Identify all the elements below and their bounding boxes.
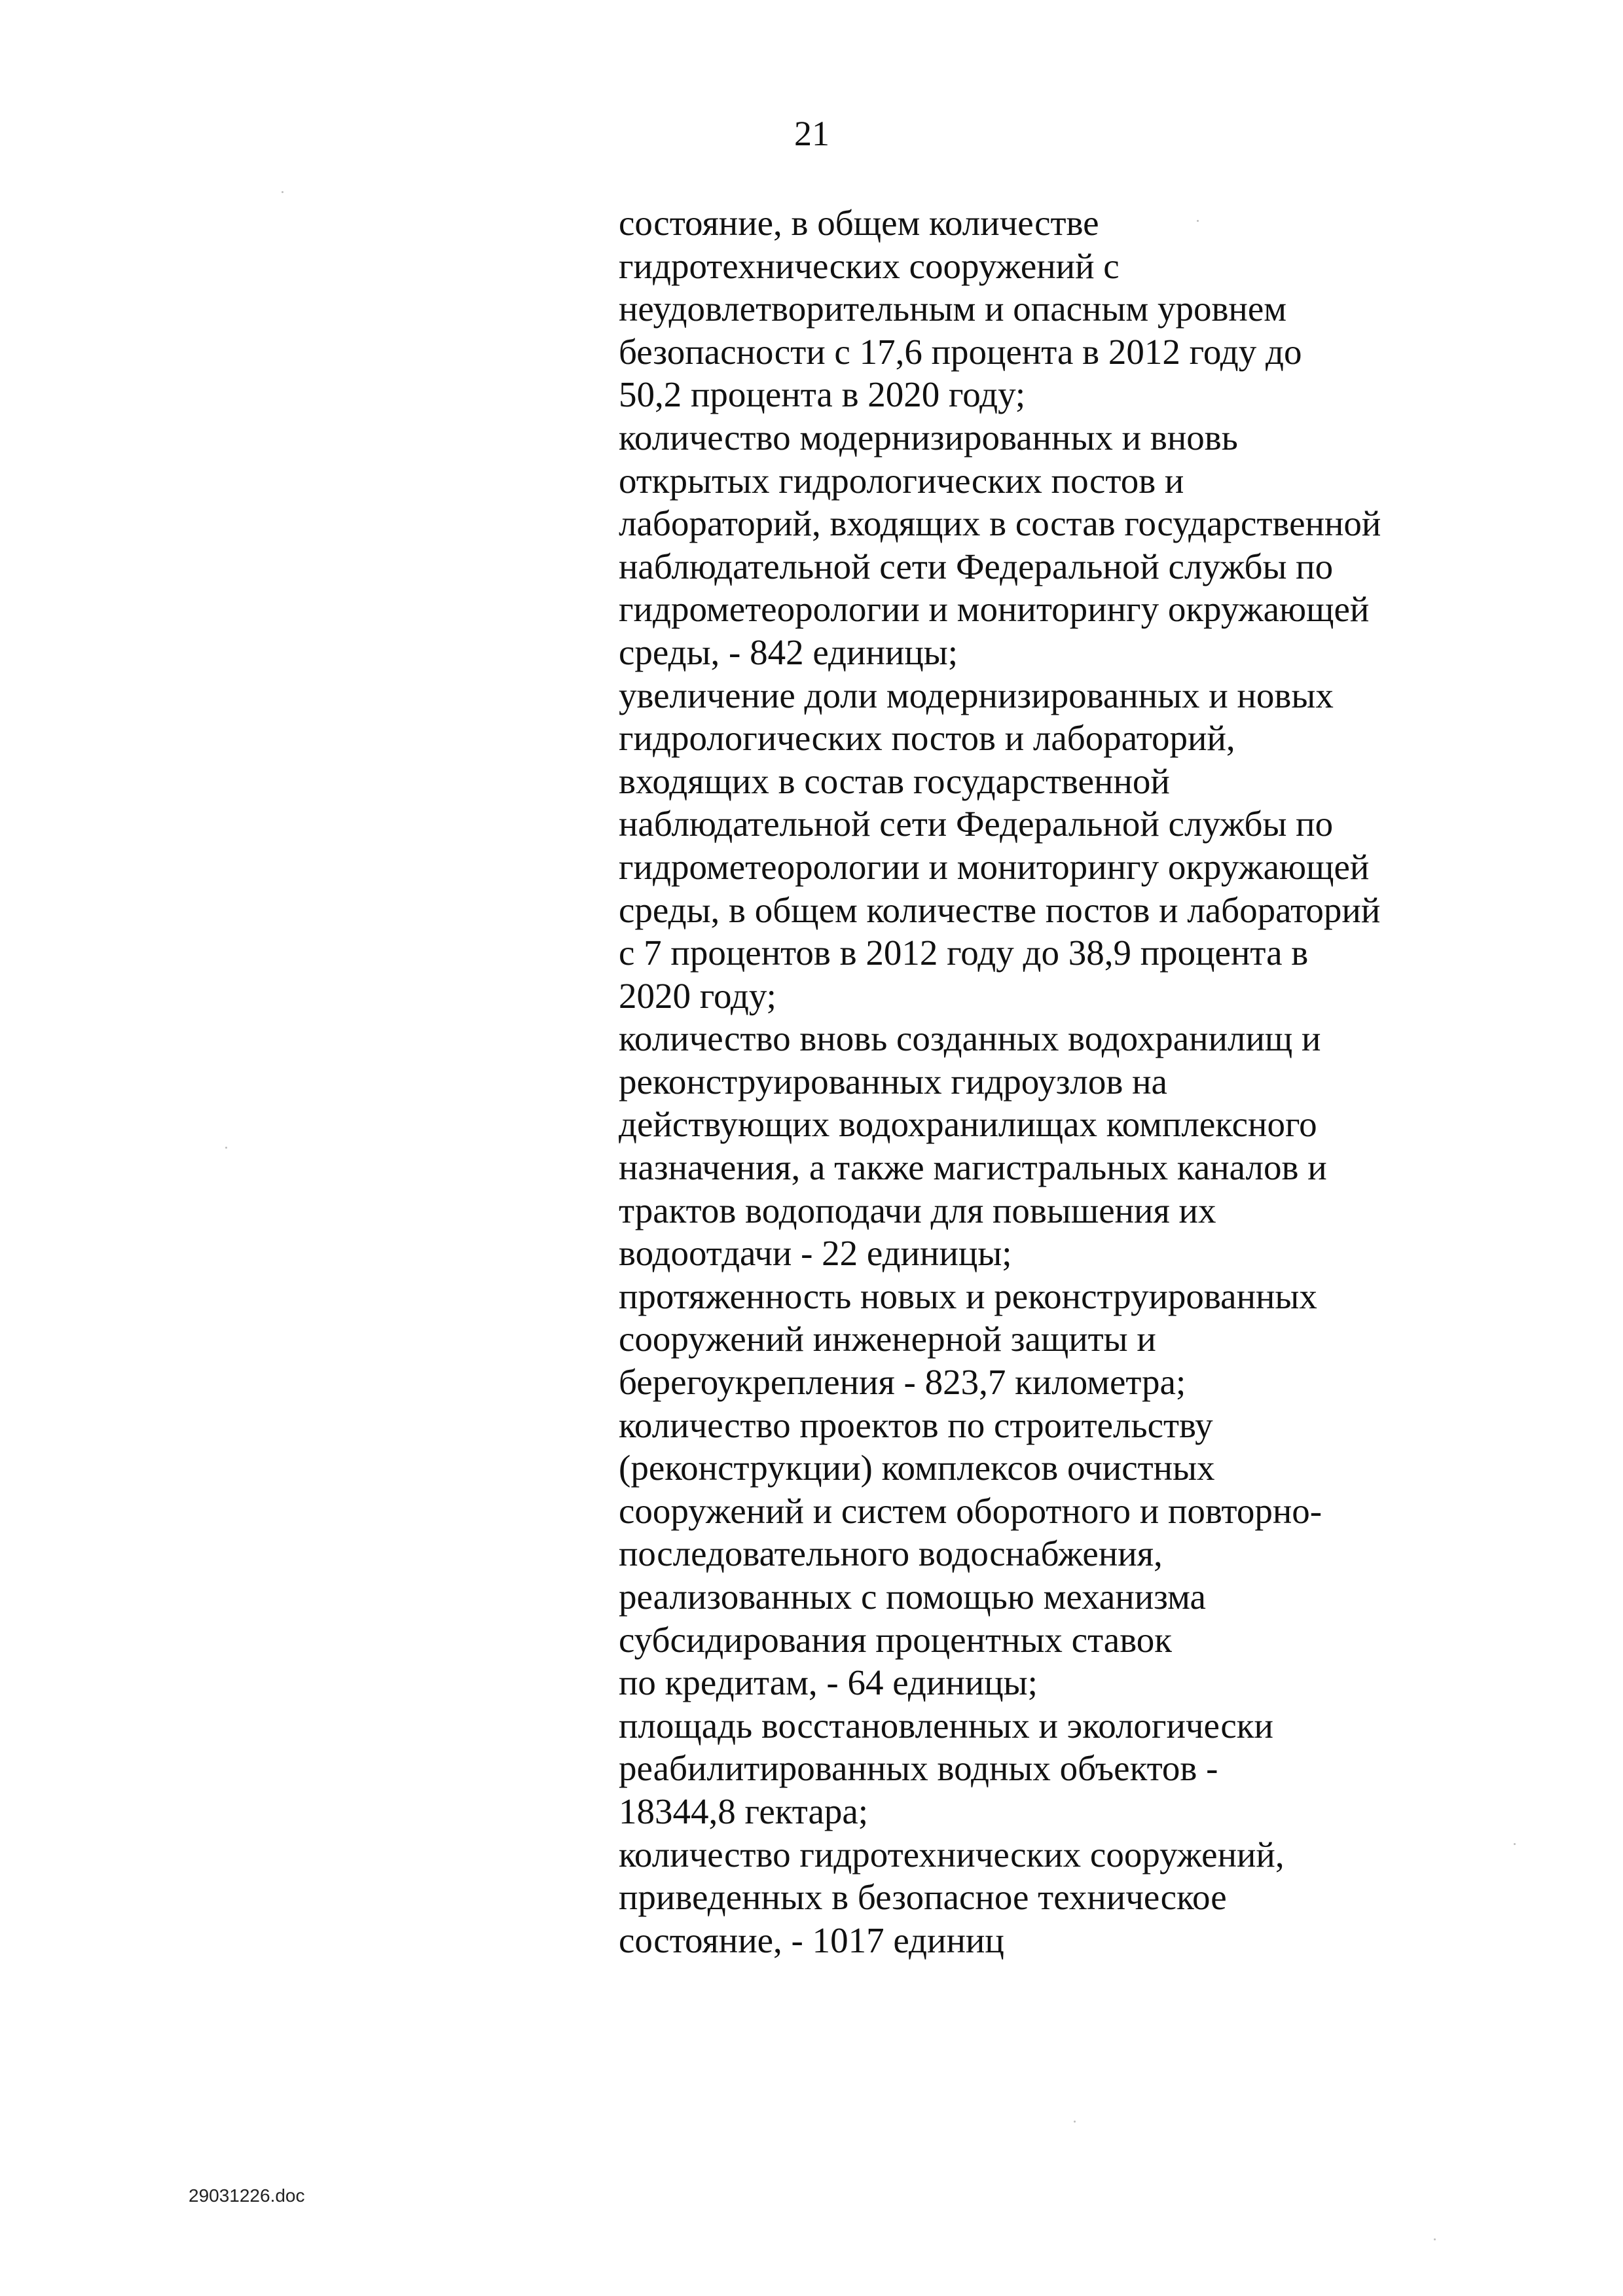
body-text [619,202,1470,1962]
scan-speck [1434,2238,1436,2240]
text-line: 18344,8 гектара; [619,1791,869,1831]
text-line: наблюдательной сети Федеральной службы по [619,546,1334,586]
text-line: реализованных с помощью механизма [619,1577,1206,1617]
text-line: гидрометеорологии и мониторингу окружающей [619,589,1370,630]
page-number: 21 [794,114,830,153]
text-line: среды, - 842 единицы; [619,632,958,672]
text-line: количество модернизированных и вновь [619,417,1238,457]
text-line: последовательного водоснабжения, [619,1534,1163,1574]
scan-speck [282,191,283,193]
text-line: среды, в общем количестве постов и лабораторий [619,889,1381,930]
text-line: входящих в состав государственной [619,761,1170,801]
text-line: по кредитам, - 64 единицы; [619,1662,1038,1703]
text-line: состояние, - 1017 единиц [619,1920,1004,1960]
text-line: назначения, а также магистральных каналов и [619,1147,1327,1188]
scan-speck [1197,220,1199,222]
footer-filename: 29031226.doc [189,2185,305,2206]
text-line: количество вновь созданных водохранилищ и [619,1018,1321,1059]
text-line: реабилитированных водных объектов - [619,1748,1218,1789]
text-line: лабораторий, входящих в состав государственной [619,503,1381,544]
text-line: площадь восстановленных и экологически [619,1705,1273,1746]
text-line: гидрологических постов и лабораторий, [619,718,1235,759]
text-line: открытых гидрологических постов и [619,460,1184,501]
text-line: приведенных в безопасное техническое [619,1877,1227,1918]
text-line: с 7 процентов в 2012 году до 38,9 процента в [619,933,1309,973]
text-line: водоотдачи - 22 единицы; [619,1233,1012,1274]
text-line: трактов водоподачи для повышения их [619,1190,1216,1230]
text-line: 50,2 процента в 2020 году; [619,374,1026,415]
scan-speck [1514,1843,1516,1845]
text-line: (реконструкции) комплексов очистных [619,1448,1215,1488]
text-line: безопасности с 17,6 процента в 2012 году до [619,331,1302,372]
text-line: субсидирования процентных ставок [619,1619,1173,1660]
text-line: неудовлетворительным и опасным уровнем [619,289,1287,329]
text-line: сооружений и систем оборотного и повторно- [619,1490,1322,1531]
text-line: гидрометеорологии и мониторингу окружающей [619,846,1370,887]
scan-speck [1074,2121,1076,2123]
text-line: действующих водохранилищах комплексного [619,1104,1317,1145]
text-line: количество гидротехнических сооружений, [619,1834,1285,1874]
scan-speck [225,1147,227,1149]
text-line: состояние, в общем количестве [619,203,1099,243]
text-line: увеличение доли модернизированных и новых [619,675,1334,715]
text-line: гидротехнических сооружений с [619,245,1120,286]
text-line: наблюдательной сети Федеральной службы по [619,804,1334,844]
text-line: реконструированных гидроузлов на [619,1061,1167,1102]
text-line: протяженность новых и реконструированных [619,1276,1317,1316]
text-line: берегоукрепления - 823,7 километра; [619,1362,1186,1403]
text-line: количество проектов по строительству [619,1405,1213,1445]
text-line: сооружений инженерной защиты и [619,1319,1156,1359]
text-line: 2020 году; [619,975,776,1016]
